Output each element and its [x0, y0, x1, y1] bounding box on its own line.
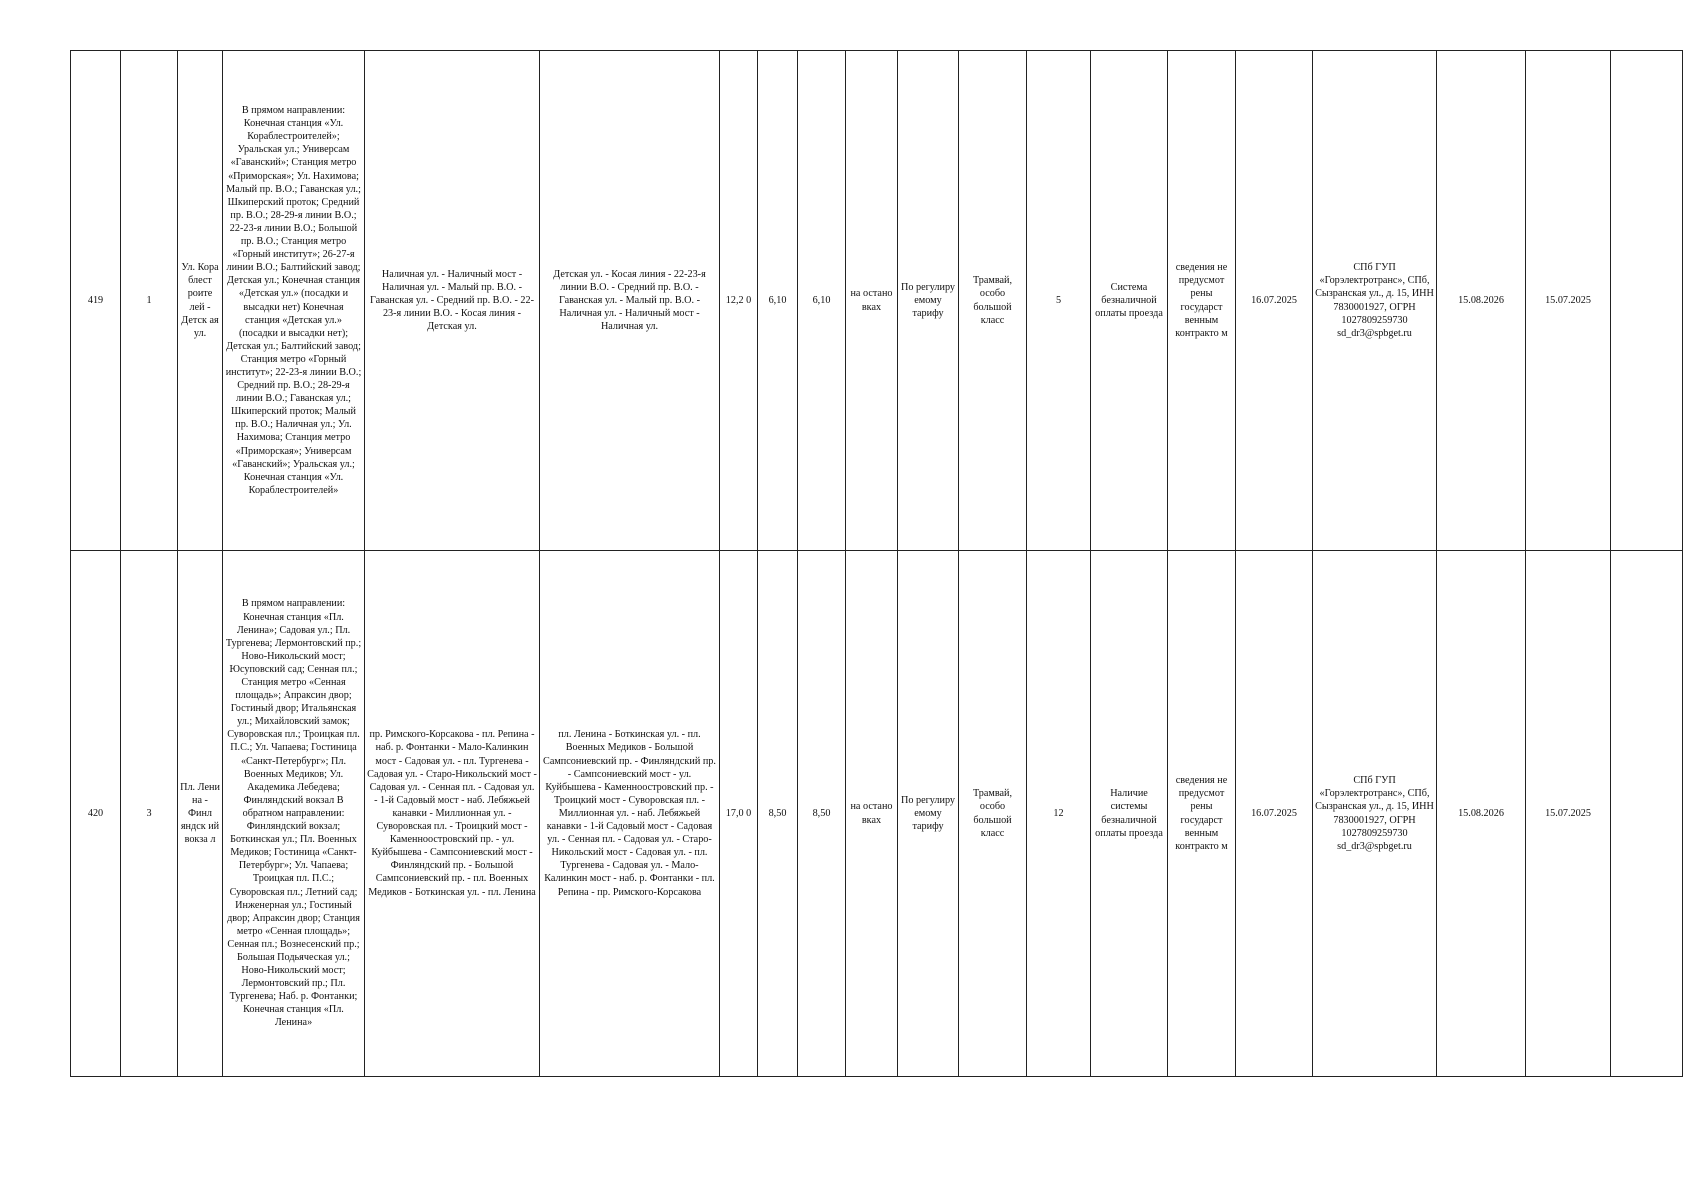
registry-number-cell: 420 [71, 551, 121, 1077]
boarding-order-cell: на остано вках [846, 551, 898, 1077]
empty-cell [1611, 551, 1683, 1077]
start-date-cell: 16.07.2025 [1236, 551, 1313, 1077]
payment-system-cell: Система безналичной оплаты проезда [1091, 51, 1168, 551]
route-length-cell: 12,2 0 [720, 51, 758, 551]
streets-forward-cell: Наличная ул. - Наличный мост - Наличная ул. - Малый пр. В.О. - Гаванская ул. - Средний пр. В.О. - 22-23-я линии В.О. - Косая линия - Детская ул. [365, 51, 540, 551]
vehicle-count-cell: 5 [1027, 51, 1091, 551]
contract-info-cell: сведения не предусмот рены государст венным контракто м [1168, 51, 1236, 551]
start-date-cell: 16.07.2025 [1236, 51, 1313, 551]
length-forward-cell: 6,10 [758, 51, 798, 551]
contract-info-cell: сведения не предусмот рены государст венным контракто м [1168, 551, 1236, 1077]
registry-number-cell: 419 [71, 51, 121, 551]
routes-registry-table [70, 50, 1683, 1077]
carrier-cell: СПб ГУП «Горэлектротранс», СПб, Сызранская ул., д. 15, ИНН 7830001927, ОГРН 1027809259730 sd_dr3@spbget.ru [1313, 51, 1437, 551]
route-number-cell: 3 [121, 551, 178, 1077]
route-number-cell: 1 [121, 51, 178, 551]
date-end-cell: 15.08.2026 [1437, 51, 1526, 551]
streets-backward-cell: Детская ул. - Косая линия - 22-23-я линии В.О. - Средний пр. В.О. - Гаванская ул. - Малый пр. В.О. - Наличная ул. - Наличный мост - Наличная ул. [540, 51, 720, 551]
date-start-cell: 15.07.2025 [1526, 51, 1611, 551]
streets-backward-cell: пл. Ленина - Боткинская ул. - пл. Военных Медиков - Большой Сампсониевский пр. - Финляндский пр. - Сампсониевский мост - ул. Куйбышева - Каменноостровский пр. - Троицкий мост - Суворовская пл. - Миллионная ул. - наб. Лебяжьей канавки - 1-й Садовый мост - Садовая ул. - Сенная пл. - Садовая ул. - Старо-Никольский мост - Садовая ул. - пл. Тургенева - Садовая ул. - Мало-Калинкин мост - наб. р. Фонтанки - пл. Репина - пр. Римского-Корсакова [540, 551, 720, 1077]
carrier-cell: СПб ГУП «Горэлектротранс», СПб, Сызранская ул., д. 15, ИНН 7830001927, ОГРН 1027809259730 sd_dr3@spbget.ru [1313, 551, 1437, 1077]
tariff-cell: По регулиру емому тарифу [898, 551, 959, 1077]
vehicle-class-cell: Трамвай, особо большой класс [959, 51, 1027, 551]
route-name-cell: Ул. Кора блест роите лей - Детск ая ул. [178, 51, 223, 551]
date-start-cell: 15.07.2025 [1526, 551, 1611, 1077]
stops-cell: В прямом направлении: Конечная станция «Ул. Кораблестроителей»; Уральская ул.; Универсам «Гаванский»; Станция метро «Приморская»; Ул. Нахимова; Малый пр. В.О.; Гаванская ул.; Шкиперский проток; Средний пр. В.О.; 28-29-я линии В.О.; 22-23-я линии В.О.; Большой пр. В.О.; Станция метро «Горный институт»; 26-27-я линии В.О.; Балтийский завод; Детская ул.; Конечная станция «Детская ул.» (посадки и высадки нет) Конечная станция «Детская ул.» (посадки и высадки нет); Детская ул.; Балтийский завод; Станция метро «Горный институт»; 22-23-я линии В.О.; Средний пр. В.О.; 28-29-я линии В.О.; Гаванская ул.; Шкиперский проток; Малый пр. В.О.; Наличная ул.; Ул. Нахимова; Станция метро «Приморская»; Универсам «Гаванский»; Уральская ул.; Конечная станция «Ул. Кораблестроителей» [223, 51, 365, 551]
length-backward-cell: 6,10 [798, 51, 846, 551]
route-name-cell: Пл. Лени на - Финл яндск ий вокза л [178, 551, 223, 1077]
vehicle-count-cell: 12 [1027, 551, 1091, 1077]
length-backward-cell: 8,50 [798, 551, 846, 1077]
table-row [71, 551, 1683, 1077]
payment-system-cell: Наличие системы безналичной оплаты проезда [1091, 551, 1168, 1077]
empty-cell [1611, 51, 1683, 551]
streets-forward-cell: пр. Римского-Корсакова - пл. Репина - наб. р. Фонтанки - Мало-Калинкин мост - Садовая ул. - пл. Тургенева - Садовая ул. - Старо-Никольский мост - Садовая ул. - Сенная пл. - Садовая ул. - 1-й Садовый мост - наб. Лебяжьей канавки - Миллионная ул. - Суворовская пл. - Троицкий мост - Каменноостровский пр. - ул. Куйбышева - Сампсониевский мост - Финляндский пр. - Большой Сампсониевский пр. - пл. Военных Медиков - Боткинская ул. - пл. Ленина [365, 551, 540, 1077]
vehicle-class-cell: Трамвай, особо большой класс [959, 551, 1027, 1077]
stops-cell: В прямом направлении: Конечная станция «Пл. Ленина»; Садовая ул.; Пл. Тургенева; Лермонтовский пр.; Ново-Никольский мост; Юсуповский сад; Сенная пл.; Станция метро «Сенная площадь»; Апраксин двор; Гостиный двор; Итальянская ул.; Михайловский замок; Суворовская пл.; Троицкая пл. П.С.; Ул. Чапаева; Гостиница «Санкт-Петербург»; Пл. Военных Медиков; Ул. Академика Лебедева; Финляндский вокзал В обратном направлении: Финляндский вокзал; Боткинская ул.; Пл. Военных Медиков; Гостиница «Санкт-Петербург»; Ул. Чапаева; Троицкая пл. П.С.; Суворовская пл.; Летний сад; Инженерная ул.; Гостиный двор; Апраксин двор; Станция метро «Сенная площадь»; Сенная пл.; Вознесенский пр.; Большая Подьяческая ул.; Ново-Никольский мост; Лермонтовский пр.; Пл. Тургенева; Наб. р. Фонтанки; Конечная станция «Пл. Ленина» [223, 551, 365, 1077]
boarding-order-cell: на остано вках [846, 51, 898, 551]
tariff-cell: По регулиру емому тарифу [898, 51, 959, 551]
table-row [71, 51, 1683, 551]
length-forward-cell: 8,50 [758, 551, 798, 1077]
route-length-cell: 17,0 0 [720, 551, 758, 1077]
date-end-cell: 15.08.2026 [1437, 551, 1526, 1077]
